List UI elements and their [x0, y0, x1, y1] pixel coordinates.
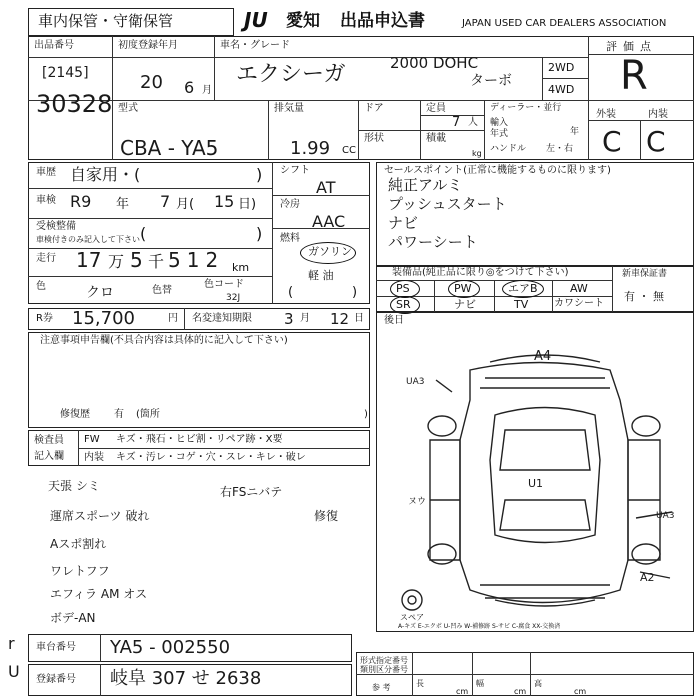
spare-label: スペア	[400, 613, 424, 622]
sales-point-1: 純正アルミ	[388, 176, 463, 194]
fuel-open: (	[288, 285, 294, 300]
exterior-grade: C	[602, 125, 622, 158]
mileage-sen: 5	[130, 248, 143, 272]
equip-airbag: エアB	[508, 282, 538, 295]
note-right-1: 右FSニバテ	[220, 485, 283, 499]
shift-label: シフト	[280, 165, 310, 176]
equip-aw: AW	[570, 282, 588, 295]
car-name: エクシーガ	[236, 62, 346, 87]
recycle-value: 15,700	[72, 308, 135, 329]
mileage-man-unit: 万	[108, 252, 125, 271]
sales-point-4: パワーシート	[388, 233, 478, 251]
reference-label: 参 考	[372, 683, 391, 692]
equip-tv: TV	[514, 298, 529, 311]
mileage-sen-unit: 千	[148, 252, 165, 271]
first-reg-month-unit: 月	[202, 85, 212, 96]
length-label: 長	[416, 679, 424, 688]
note-line-2: 運席スポーツ 破れ	[50, 509, 150, 523]
check-mark-1: r	[8, 634, 15, 653]
damage-a2: A2	[640, 571, 655, 584]
fuel-diesel: 軽 油	[308, 269, 334, 282]
org-name: 愛知	[286, 11, 320, 31]
dealer-label: ディーラー・並行	[490, 103, 562, 113]
bracket-number: [2145]	[42, 65, 89, 81]
listing-no-label: 出品番号	[34, 40, 74, 51]
inspector-inner: 内装	[84, 452, 104, 463]
history-close: )	[256, 165, 263, 184]
aircon-value: AAC	[312, 212, 346, 231]
mileage-unit: km	[232, 261, 250, 274]
class-designation-label: 類別区分番号	[360, 665, 408, 674]
warranty-sub: 車検付きのみ記入して下さい	[36, 235, 140, 244]
note-right-2: 修復	[314, 509, 339, 523]
capacity-label: 定員	[426, 103, 446, 114]
damage-ua3-right: UA3	[656, 511, 675, 521]
repair-value: 有	[114, 409, 124, 420]
interior-label: 内装	[648, 109, 668, 120]
door-label: ドア	[364, 103, 384, 114]
warranty-close: )	[256, 224, 263, 243]
inspector-fw: FW	[84, 434, 100, 445]
chassis-value: YA5 - 002550	[110, 637, 231, 658]
width-unit: cm	[514, 687, 527, 696]
logo-mark: JU	[244, 8, 268, 32]
first-reg-month: 6	[184, 78, 195, 97]
shift-value: AT	[316, 178, 336, 197]
equip-ps: PS	[396, 282, 410, 295]
note-line-4: ワレトフフ	[50, 564, 110, 578]
note-line-1: 天張 シミ	[48, 479, 100, 493]
mileage-label: 走行	[36, 253, 56, 264]
import-label: 輸入	[490, 118, 509, 128]
car-name-label: 車名・グレード	[220, 40, 290, 51]
cc-unit: CC	[342, 145, 356, 156]
type-designation-label: 形式指定番号	[360, 656, 408, 665]
turbo: ターボ	[470, 73, 512, 89]
warranty-open: (	[140, 224, 147, 243]
model-label: 型式	[118, 103, 138, 114]
color-value: クロ	[86, 285, 114, 301]
inspection-era: R9	[70, 192, 92, 211]
recycle-yen: 円	[168, 313, 178, 324]
inspection-day-unit: 日)	[238, 197, 257, 212]
notes-title: 注意事項申告欄(不具合内容は具体的に記入して下さい)	[40, 335, 288, 346]
kg-unit: kg	[472, 149, 482, 158]
drive-2wd: 2WD	[548, 61, 575, 74]
load-label: 積載	[426, 133, 446, 144]
handle-label: ハンドル	[490, 144, 527, 154]
displacement-value: 1.99	[290, 138, 331, 159]
inspection-month-unit: 月(	[176, 197, 195, 212]
inspector-row1: キズ・飛石・ヒビ割・リペア跡・X要	[116, 434, 283, 445]
inspection-year-unit: 年	[116, 197, 130, 212]
sales-point-3: ナビ	[388, 214, 419, 232]
model-value: CBA - YA5	[120, 136, 219, 160]
inspection-month: 7	[160, 192, 171, 211]
drive-4wd: 4WD	[548, 83, 575, 96]
inspector-label-2: 記入欄	[34, 451, 64, 462]
capacity-unit: 人	[468, 117, 478, 128]
mileage-rest: 512	[168, 248, 225, 272]
new-warranty-label: 新車保証書	[622, 269, 668, 279]
inspection-label: 車検	[36, 195, 56, 206]
repair-label: 修復歴	[60, 409, 90, 420]
model-year-label: 年式	[490, 129, 509, 139]
grade: 2000 DOHC	[390, 54, 479, 72]
aircon-label: 冷房	[280, 199, 300, 210]
equip-navi: ナビ	[454, 298, 476, 311]
color-label: 色	[36, 281, 46, 292]
score-value: R	[620, 53, 648, 99]
reg-limit-month-unit: 月	[300, 313, 310, 324]
association-name: JAPAN USED CAR DEALERS ASSOCIATION	[462, 18, 667, 29]
fuel-close: )	[352, 285, 358, 300]
equip-sr: SR	[396, 298, 411, 311]
handle-lr: 左・右	[546, 144, 574, 154]
length-unit: cm	[456, 687, 469, 696]
damage-ua3-left: UA3	[406, 377, 425, 387]
repair-place: (箇所	[136, 409, 160, 420]
inspector-label-1: 検査員	[34, 435, 64, 446]
new-warranty-value: 有 ・ 無	[624, 290, 664, 303]
repair-close: )	[364, 409, 368, 420]
color-code-label: 色コード	[204, 279, 244, 290]
fuel-gas: ガソリン	[308, 245, 352, 258]
shape-label: 形状	[364, 133, 384, 144]
exterior-label: 外装	[596, 109, 616, 120]
equip-pw: PW	[454, 282, 472, 295]
note-line-3: Aスポ割れ	[50, 537, 107, 551]
reg-limit-label: 名変達知期限	[192, 313, 252, 324]
inspector-row2: キズ・汚レ・コゲ・穴・スレ・キレ・破レ	[116, 452, 306, 463]
form-title: 出品申込書	[340, 11, 425, 31]
history-value: 自家用・(	[70, 165, 141, 184]
color-code: 32J	[226, 293, 241, 303]
reg-limit-day: 12	[330, 310, 350, 328]
height-label: 高	[534, 679, 542, 688]
fuel-label: 燃料	[280, 233, 300, 244]
check-mark-2: U	[8, 662, 20, 681]
reg-limit-month: 3	[284, 310, 294, 328]
interior-grade: C	[646, 125, 666, 158]
damage-legend: A-キズ E-エクボ U-凹み W-補修跡 S-サビ C-腐食 XX-交換済	[398, 623, 561, 630]
note-line-6: ボデ-AN	[50, 611, 96, 625]
listing-number: 30328	[36, 90, 113, 118]
sales-point-2: プッシュスタート	[388, 195, 507, 213]
damage-u1: U1	[528, 477, 544, 490]
recycle-label: R券	[36, 313, 53, 324]
capacity-value: 7	[452, 115, 461, 130]
after-label: 後日	[384, 315, 404, 326]
first-reg-year: 20	[140, 72, 163, 93]
first-reg-label: 初度登録年月	[118, 40, 178, 51]
model-year-unit: 年	[570, 127, 580, 137]
history-label: 車歴	[36, 167, 56, 178]
storage-label: 車内保管・守衛保管	[38, 12, 174, 30]
mileage-man: 17	[76, 248, 102, 272]
score-label: 評価点	[606, 40, 657, 53]
chassis-label: 車台番号	[36, 642, 76, 653]
displacement-label: 排気量	[274, 103, 304, 114]
registration-value: 岐阜 307 せ 2638	[110, 668, 262, 689]
equip-leather: カワシート	[554, 298, 604, 309]
width-label: 幅	[476, 679, 484, 688]
warranty-label: 受検整備	[36, 221, 76, 232]
sales-points-label: セールスポイント(正常に機能するものに限ります)	[384, 165, 611, 176]
damage-a4: A4	[534, 349, 552, 364]
equipment-label: 装備品(純正品に限り◎をつけて下さい)	[392, 267, 569, 278]
note-line-5: エフィラ AM オス	[50, 587, 148, 601]
reg-limit-day-unit: 日	[354, 313, 364, 324]
registration-label: 登録番号	[36, 674, 76, 685]
height-unit: cm	[574, 687, 587, 696]
diagram-side-note: ヌウ	[408, 497, 427, 507]
color-change-label: 色替	[152, 285, 172, 296]
inspection-day: 15	[214, 192, 235, 211]
